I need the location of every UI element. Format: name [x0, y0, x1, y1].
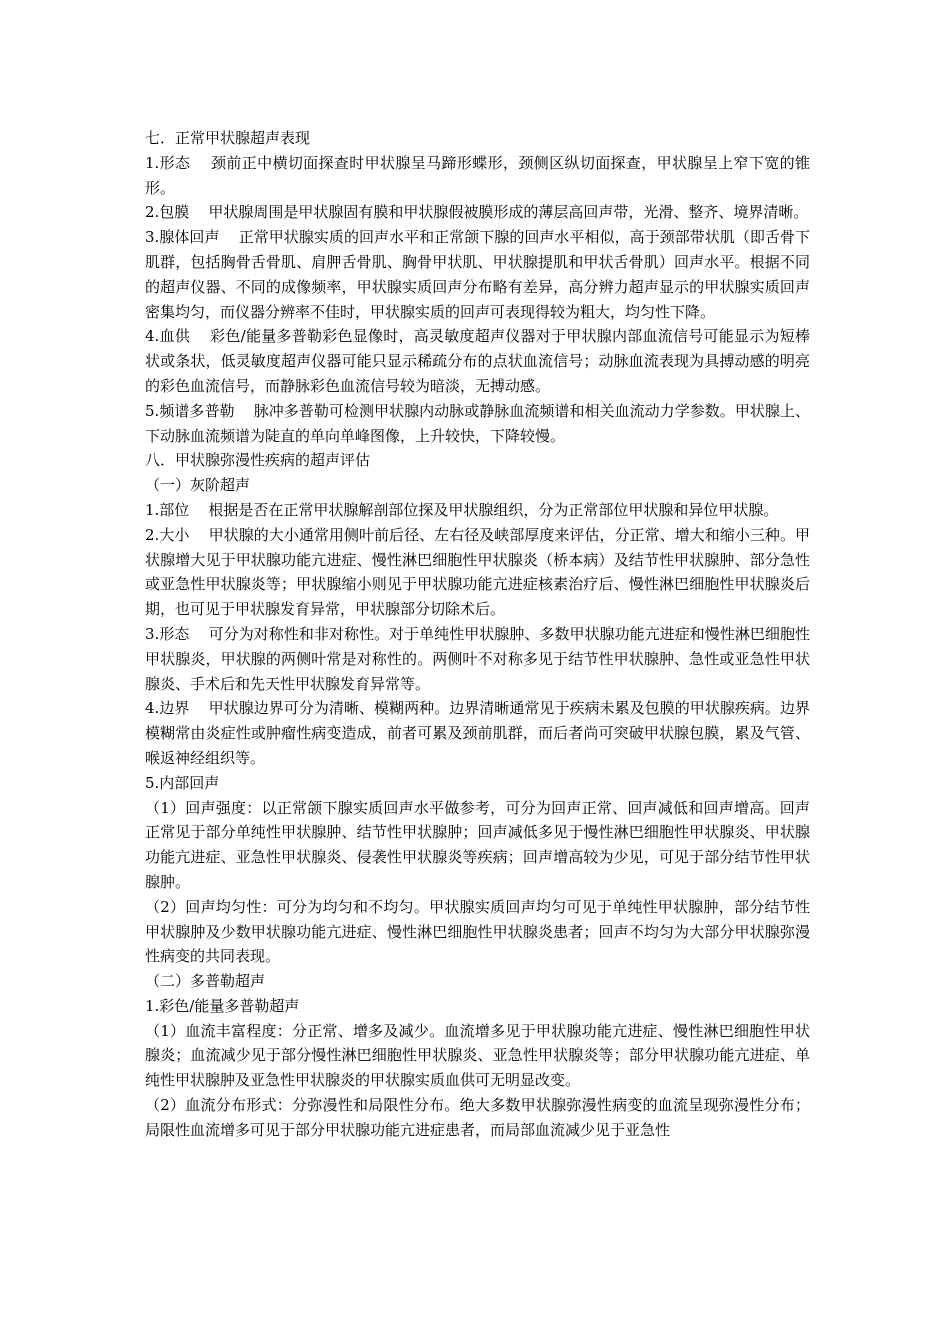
paragraph-morphology: 1.形态 颈前正中横切面探查时甲状腺呈马蹄形蝶形，颈侧区纵切面探查，甲状腺呈上窄下宽的锥形。 [145, 153, 810, 197]
paragraph-blood-flow-distribution: （2）血流分布形式：分弥漫性和局限性分布。绝大多数甲状腺弥漫性病变的血流呈现弥漫性分布；局限性血流增多可见于部分甲状腺功能亢进症患者，而局部血流减少见于亚急性 [145, 1096, 810, 1139]
paragraph-echo-intensity: （1）回声强度：以正常颌下腺实质回声水平做参考，可分为回声正常、回声减低和回声增高。回声正常见于部分单纯性甲状腺肿、结节性甲状腺肿；回声减低多见于慢性淋巴细胞性甲状腺炎、甲状腺功能亢进症、亚急性甲状腺炎、侵袭性甲状腺炎等疾病；回声增高较为少见，可见于部分结节性甲状腺肿。 [145, 798, 810, 891]
section-7-heading: 七．正常甲状腺超声表现 [145, 129, 311, 147]
section-8-heading: 八．甲状腺弥漫性疾病的超声评估 [145, 451, 371, 470]
paragraph-echo-uniformity: （2）回声均匀性：可分为均匀和不均匀。甲状腺实质回声均匀可见于单纯性甲状腺肿，部分结节性甲状腺肿及少数甲状腺功能亢进症、慢性淋巴细胞性甲状腺炎患者；回声不均匀为大部分甲状腺弥漫性病变的共同表现。 [145, 897, 810, 966]
paragraph-parenchyma-echo: 3.腺体回声 正常甲状腺实质的回声水平和正常颌下腺的回声水平相似，高于颈部带状肌（即舌骨下肌群，包括胸骨舌骨肌、肩胛舌骨肌、胸骨甲状肌、甲状腺提肌和甲状舌骨肌）回声水平。根据不同的超声仪器、不同的成像频率，甲状腺实质回声分布略有差异，高分辨力超声显示的甲状腺实质回声密集均匀，而仪器分辨率不佳时，甲状腺实质的回声可表现得较为粗大，均匀性下降。 [145, 228, 810, 321]
paragraph-blood-flow-richness: （1）血流丰富程度：分正常、增多及减少。血流增多见于甲状腺功能亢进症、慢性淋巴细胞性甲状腺炎；血流减少见于部分慢性淋巴细胞性甲状腺炎、亚急性甲状腺炎等；部分甲状腺功能亢进症、单纯性甲状腺肿及亚急性甲状腺炎的甲状腺实质血供可无明显改变。 [145, 1021, 810, 1090]
paragraph-spectral-doppler: 5.频谱多普勒 脉冲多普勒可检测甲状腺内动脉或静脉血流频谱和相关血流动力学参数。甲状腺上、下动脉血流频谱为陡直的单向单峰图像，上升较快，下降较慢。 [145, 401, 810, 445]
paragraph-border: 4.边界 甲状腺边界可分为清晰、模糊两种。边界清晰通常见于疾病未累及包膜的甲状腺疾病。边界模糊常由炎症性或肿瘤性病变造成，前者可累及颈前肌群，而后者尚可突破甲状腺包膜，累及气管、喉返神经组织等。 [145, 699, 810, 767]
paragraph-size: 2.大小 甲状腺的大小通常用侧叶前后径、左右径及峡部厚度来评估，分正常、增大和缩小三种。甲状腺增大见于甲状腺功能亢进症、慢性淋巴细胞性甲状腺炎（桥本病）及结节性甲状腺肿、部分急性或亚急性甲状腺炎等；甲状腺缩小则见于甲状腺功能亢进症核素治疗后、慢性淋巴细胞性甲状腺炎后期，也可见于甲状腺发育异常，甲状腺部分切除术后。 [145, 525, 810, 619]
subsection-grayscale-heading: （一）灰阶超声 [145, 476, 251, 495]
subsection-doppler-heading: （二）多普勒超声 [145, 972, 266, 991]
paragraph-capsule: 2.包膜 甲状腺周围是甲状腺固有膜和甲状腺假被膜形成的薄层高回声带，光滑、整齐、境界清晰。 [145, 203, 809, 222]
paragraph-location: 1.部位 根据是否在正常甲状腺解剖部位探及甲状腺组织，分为正常部位甲状腺和异位甲状腺。 [145, 500, 779, 519]
paragraph-shape: 3.形态 可分为对称性和非对称性。对于单纯性甲状腺肿、多数甲状腺功能亢进症和慢性淋巴细胞性甲状腺炎，甲状腺的两侧叶常是对称性的。两侧叶不对称多见于结节性甲状腺肿、急性或亚急性甲状腺炎、手术后和先天性甲状腺发育异常等。 [145, 624, 810, 693]
paragraph-color-doppler-heading: 1.彩色/能量多普勒超声 [145, 996, 300, 1015]
paragraph-blood-supply: 4.血供 彩色/能量多普勒彩色显像时，高灵敏度超声仪器对于甲状腺内部血流信号可能显示为短棒状或条状，低灵敏度超声仪器可能只显示稀疏分布的点状血流信号；动脉血流表现为具搏动感的明亮的彩色血流信号，而静脉彩色血流信号较为暗淡，无搏动感。 [145, 327, 811, 395]
paragraph-internal-echo-heading: 5.内部回声 [145, 773, 220, 792]
document-page [145, 126, 810, 1143]
